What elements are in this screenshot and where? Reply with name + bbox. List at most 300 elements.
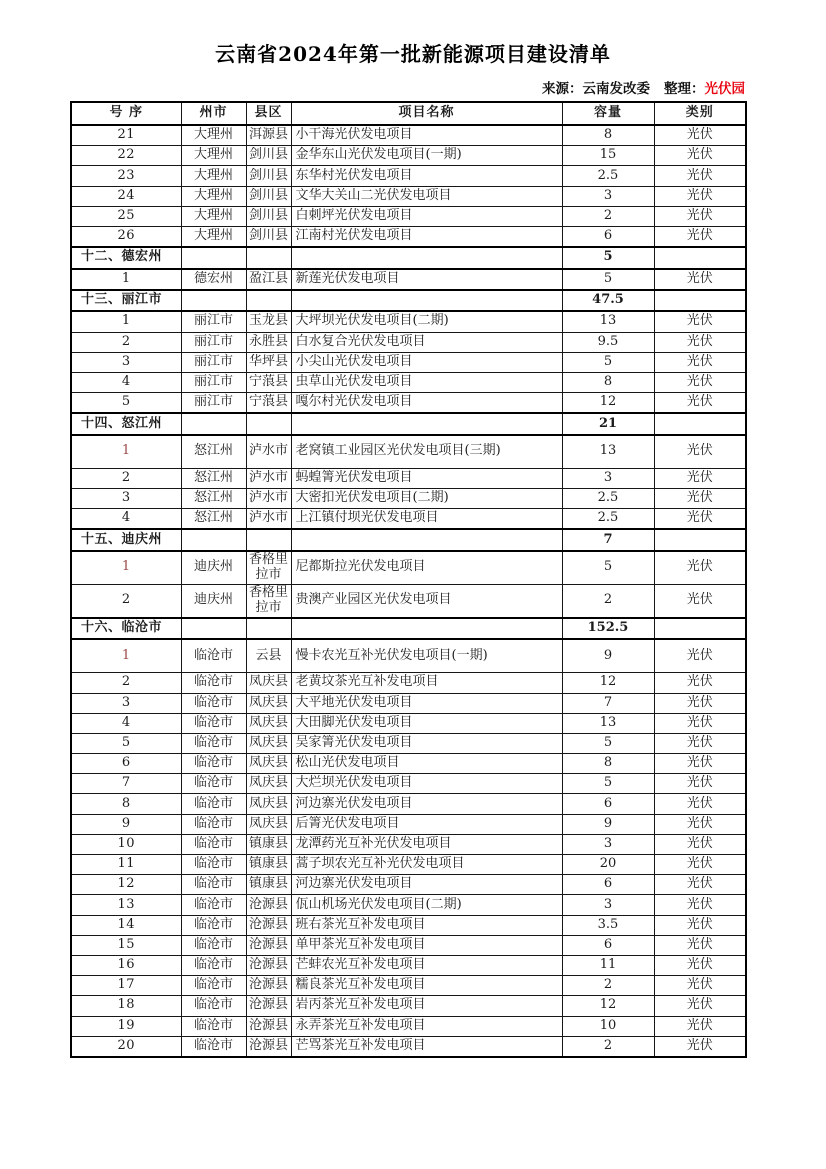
seq-cell: 21 bbox=[71, 125, 181, 146]
project-name-cell: 芒骂茶光互补发电项目 bbox=[291, 1036, 562, 1057]
seq-cell: 2 bbox=[71, 332, 181, 352]
city-cell: 临沧市 bbox=[181, 814, 246, 834]
category-cell: 光伏 bbox=[654, 693, 746, 713]
table-row bbox=[71, 584, 746, 618]
category-cell: 光伏 bbox=[654, 311, 746, 332]
seq-cell: 9 bbox=[71, 814, 181, 834]
section-title-cell: 十二、德宏州 bbox=[71, 247, 181, 269]
seq-cell: 6 bbox=[71, 754, 181, 774]
capacity-cell: 21 bbox=[562, 413, 654, 435]
county-cell: 云县 bbox=[246, 639, 291, 673]
seq-cell: 4 bbox=[71, 509, 181, 530]
seq-cell: 5 bbox=[71, 733, 181, 753]
capacity-cell: 11 bbox=[562, 955, 654, 975]
section-row bbox=[71, 290, 746, 312]
city-cell: 临沧市 bbox=[181, 915, 246, 935]
county-cell: 沧源县 bbox=[246, 1036, 291, 1057]
category-cell: 光伏 bbox=[654, 834, 746, 854]
project-name-cell: 吴家箐光伏发电项目 bbox=[291, 733, 562, 753]
table-row bbox=[71, 488, 746, 508]
category-cell: 光伏 bbox=[654, 673, 746, 693]
project-name-cell: 后箐光伏发电项目 bbox=[291, 814, 562, 834]
capacity-cell: 12 bbox=[562, 673, 654, 693]
section-row bbox=[71, 529, 746, 551]
table-row bbox=[71, 955, 746, 975]
capacity-cell: 13 bbox=[562, 435, 654, 469]
category-cell: 光伏 bbox=[654, 435, 746, 469]
capacity-cell: 2 bbox=[562, 1036, 654, 1057]
seq-cell: 3 bbox=[71, 488, 181, 508]
table-row bbox=[71, 435, 746, 469]
city-cell bbox=[181, 618, 246, 640]
city-cell: 大理州 bbox=[181, 166, 246, 186]
city-cell: 临沧市 bbox=[181, 673, 246, 693]
capacity-cell: 5 bbox=[562, 269, 654, 290]
capacity-cell: 2.5 bbox=[562, 488, 654, 508]
city-cell: 临沧市 bbox=[181, 834, 246, 854]
seq-cell: 13 bbox=[71, 895, 181, 915]
seq-cell: 14 bbox=[71, 915, 181, 935]
table-row bbox=[71, 146, 746, 166]
project-name-cell: 河边寨光伏发电项目 bbox=[291, 794, 562, 814]
project-name-cell: 岩丙茶光互补发电项目 bbox=[291, 996, 562, 1016]
capacity-cell: 5 bbox=[562, 733, 654, 753]
capacity-cell: 9 bbox=[562, 639, 654, 673]
capacity-cell: 3 bbox=[562, 468, 654, 488]
seq-cell: 19 bbox=[71, 1016, 181, 1036]
category-cell: 光伏 bbox=[654, 713, 746, 733]
seq-cell: 4 bbox=[71, 713, 181, 733]
county-cell bbox=[246, 618, 291, 640]
county-cell: 洱源县 bbox=[246, 125, 291, 146]
category-cell bbox=[654, 529, 746, 551]
category-cell: 光伏 bbox=[654, 206, 746, 226]
capacity-cell: 6 bbox=[562, 875, 654, 895]
category-cell: 光伏 bbox=[654, 733, 746, 753]
city-cell bbox=[181, 290, 246, 312]
capacity-cell: 5 bbox=[562, 352, 654, 372]
seq-cell: 25 bbox=[71, 206, 181, 226]
project-name-cell: 永弄茶光互补发电项目 bbox=[291, 1016, 562, 1036]
page-title: 云南省2024年第一批新能源项目建设清单 bbox=[215, 42, 611, 66]
table-row bbox=[71, 754, 746, 774]
table-row bbox=[71, 332, 746, 352]
table-row bbox=[71, 468, 746, 488]
city-cell: 临沧市 bbox=[181, 754, 246, 774]
capacity-cell: 2.5 bbox=[562, 509, 654, 530]
capacity-cell: 13 bbox=[562, 311, 654, 332]
county-cell: 香格里拉市 bbox=[246, 584, 291, 618]
county-cell: 凤庆县 bbox=[246, 774, 291, 794]
table-row bbox=[71, 834, 746, 854]
seq-cell: 1 bbox=[71, 639, 181, 673]
category-cell: 光伏 bbox=[654, 996, 746, 1016]
county-cell: 凤庆县 bbox=[246, 814, 291, 834]
project-name-cell: 虫草山光伏发电项目 bbox=[291, 372, 562, 392]
project-name-cell: 大田脚光伏发电项目 bbox=[291, 713, 562, 733]
capacity-cell: 9 bbox=[562, 814, 654, 834]
table-row bbox=[71, 206, 746, 226]
capacity-cell: 2 bbox=[562, 584, 654, 618]
city-cell: 临沧市 bbox=[181, 794, 246, 814]
curator-name: 光伏园 bbox=[704, 81, 745, 97]
capacity-cell: 47.5 bbox=[562, 290, 654, 312]
capacity-cell: 5 bbox=[562, 551, 654, 585]
city-cell: 临沧市 bbox=[181, 996, 246, 1016]
category-cell: 光伏 bbox=[654, 584, 746, 618]
city-cell: 怒江州 bbox=[181, 468, 246, 488]
city-cell: 临沧市 bbox=[181, 774, 246, 794]
capacity-cell: 2.5 bbox=[562, 166, 654, 186]
header-seq: 号 序 bbox=[71, 102, 181, 125]
seq-cell: 22 bbox=[71, 146, 181, 166]
county-cell: 沧源县 bbox=[246, 996, 291, 1016]
category-cell: 光伏 bbox=[654, 146, 746, 166]
project-name-cell: 江南村光伏发电项目 bbox=[291, 226, 562, 247]
table-row bbox=[71, 855, 746, 875]
project-name-cell: 河边寨光伏发电项目 bbox=[291, 875, 562, 895]
county-cell bbox=[246, 247, 291, 269]
capacity-cell: 6 bbox=[562, 935, 654, 955]
city-cell: 丽江市 bbox=[181, 311, 246, 332]
source-line bbox=[70, 77, 745, 97]
capacity-cell: 8 bbox=[562, 372, 654, 392]
seq-cell: 3 bbox=[71, 693, 181, 713]
table-row bbox=[71, 125, 746, 146]
county-cell bbox=[246, 413, 291, 435]
county-cell: 凤庆县 bbox=[246, 673, 291, 693]
seq-cell: 1 bbox=[71, 311, 181, 332]
capacity-cell: 8 bbox=[562, 754, 654, 774]
capacity-cell: 12 bbox=[562, 393, 654, 414]
table-row bbox=[71, 352, 746, 372]
county-cell: 凤庆县 bbox=[246, 693, 291, 713]
table-row bbox=[71, 814, 746, 834]
category-cell: 光伏 bbox=[654, 332, 746, 352]
city-cell: 怒江州 bbox=[181, 509, 246, 530]
seq-cell: 10 bbox=[71, 834, 181, 854]
county-cell bbox=[246, 529, 291, 551]
table-row bbox=[71, 372, 746, 392]
curator-label: 整理： bbox=[664, 81, 705, 97]
capacity-cell: 2 bbox=[562, 976, 654, 996]
city-cell: 迪庆州 bbox=[181, 584, 246, 618]
table-row bbox=[71, 935, 746, 955]
project-name-cell: 蒿子坝农光互补光伏发电项目 bbox=[291, 855, 562, 875]
category-cell: 光伏 bbox=[654, 1016, 746, 1036]
table-row bbox=[71, 794, 746, 814]
project-name-cell: 班右茶光互补发电项目 bbox=[291, 915, 562, 935]
county-cell: 沧源县 bbox=[246, 976, 291, 996]
category-cell: 光伏 bbox=[654, 875, 746, 895]
header-project-name: 项目名称 bbox=[291, 102, 562, 125]
project-name-cell bbox=[291, 247, 562, 269]
county-cell: 镇康县 bbox=[246, 855, 291, 875]
table-row bbox=[71, 673, 746, 693]
capacity-cell: 5 bbox=[562, 774, 654, 794]
city-cell: 丽江市 bbox=[181, 352, 246, 372]
table-row bbox=[71, 639, 746, 673]
seq-cell: 1 bbox=[71, 551, 181, 585]
project-name-cell: 大烂坝光伏发电项目 bbox=[291, 774, 562, 794]
capacity-cell: 8 bbox=[562, 125, 654, 146]
header-city: 州市 bbox=[181, 102, 246, 125]
seq-cell: 4 bbox=[71, 372, 181, 392]
projects-table bbox=[70, 101, 747, 1058]
capacity-cell: 3 bbox=[562, 834, 654, 854]
project-name-cell: 龙潭药光互补光伏发电项目 bbox=[291, 834, 562, 854]
city-cell: 临沧市 bbox=[181, 693, 246, 713]
table-row bbox=[71, 733, 746, 753]
category-cell: 光伏 bbox=[654, 814, 746, 834]
source-label: 来源：云南发改委 bbox=[542, 81, 650, 97]
project-name-cell: 白刺坪光伏发电项目 bbox=[291, 206, 562, 226]
category-cell: 光伏 bbox=[654, 895, 746, 915]
seq-cell: 8 bbox=[71, 794, 181, 814]
category-cell: 光伏 bbox=[654, 269, 746, 290]
category-cell bbox=[654, 290, 746, 312]
county-cell: 沧源县 bbox=[246, 1016, 291, 1036]
seq-cell: 26 bbox=[71, 226, 181, 247]
table-row bbox=[71, 1016, 746, 1036]
seq-cell: 2 bbox=[71, 673, 181, 693]
project-name-cell: 蚂蝗箐光伏发电项目 bbox=[291, 468, 562, 488]
table-row bbox=[71, 774, 746, 794]
category-cell: 光伏 bbox=[654, 794, 746, 814]
city-cell: 大理州 bbox=[181, 206, 246, 226]
county-cell: 泸水市 bbox=[246, 509, 291, 530]
county-cell: 凤庆县 bbox=[246, 713, 291, 733]
capacity-cell: 6 bbox=[562, 226, 654, 247]
category-cell: 光伏 bbox=[654, 226, 746, 247]
category-cell: 光伏 bbox=[654, 125, 746, 146]
project-name-cell: 大坪坝光伏发电项目(二期) bbox=[291, 311, 562, 332]
county-cell: 镇康县 bbox=[246, 875, 291, 895]
city-cell: 德宏州 bbox=[181, 269, 246, 290]
city-cell: 丽江市 bbox=[181, 372, 246, 392]
county-cell: 沧源县 bbox=[246, 955, 291, 975]
project-name-cell: 糯良茶光互补发电项目 bbox=[291, 976, 562, 996]
county-cell: 宁蒗县 bbox=[246, 372, 291, 392]
project-name-cell: 文华大关山二光伏发电项目 bbox=[291, 186, 562, 206]
project-name-cell: 单甲茶光互补发电项目 bbox=[291, 935, 562, 955]
project-name-cell: 老黄坟茶光互补发电项目 bbox=[291, 673, 562, 693]
city-cell bbox=[181, 247, 246, 269]
capacity-cell: 3.5 bbox=[562, 915, 654, 935]
city-cell: 临沧市 bbox=[181, 713, 246, 733]
project-name-cell bbox=[291, 529, 562, 551]
category-cell: 光伏 bbox=[654, 915, 746, 935]
capacity-cell: 20 bbox=[562, 855, 654, 875]
city-cell: 临沧市 bbox=[181, 733, 246, 753]
capacity-cell: 10 bbox=[562, 1016, 654, 1036]
table-row bbox=[71, 915, 746, 935]
county-cell: 华坪县 bbox=[246, 352, 291, 372]
project-name-cell: 尼都斯拉光伏发电项目 bbox=[291, 551, 562, 585]
header-county: 县区 bbox=[246, 102, 291, 125]
city-cell: 临沧市 bbox=[181, 639, 246, 673]
capacity-cell: 13 bbox=[562, 713, 654, 733]
category-cell: 光伏 bbox=[654, 509, 746, 530]
city-cell: 迪庆州 bbox=[181, 551, 246, 585]
capacity-cell: 7 bbox=[562, 693, 654, 713]
county-cell: 玉龙县 bbox=[246, 311, 291, 332]
category-cell: 光伏 bbox=[654, 468, 746, 488]
project-name-cell: 新莲光伏发电项目 bbox=[291, 269, 562, 290]
county-cell: 泸水市 bbox=[246, 468, 291, 488]
county-cell: 沧源县 bbox=[246, 895, 291, 915]
city-cell: 大理州 bbox=[181, 186, 246, 206]
seq-cell: 24 bbox=[71, 186, 181, 206]
table-row bbox=[71, 186, 746, 206]
project-name-cell: 嘎尔村光伏发电项目 bbox=[291, 393, 562, 414]
capacity-cell: 3 bbox=[562, 186, 654, 206]
county-cell: 盈江县 bbox=[246, 269, 291, 290]
city-cell: 丽江市 bbox=[181, 332, 246, 352]
capacity-cell: 7 bbox=[562, 529, 654, 551]
project-name-cell: 老窝镇工业园区光伏发电项目(三期) bbox=[291, 435, 562, 469]
seq-cell: 2 bbox=[71, 468, 181, 488]
city-cell: 临沧市 bbox=[181, 855, 246, 875]
table-row bbox=[71, 875, 746, 895]
table-body bbox=[71, 125, 746, 1057]
city-cell: 临沧市 bbox=[181, 955, 246, 975]
table-row bbox=[71, 976, 746, 996]
category-cell: 光伏 bbox=[654, 935, 746, 955]
seq-cell: 5 bbox=[71, 393, 181, 414]
table-row bbox=[71, 226, 746, 247]
city-cell: 临沧市 bbox=[181, 1036, 246, 1057]
county-cell: 泸水市 bbox=[246, 435, 291, 469]
seq-cell: 20 bbox=[71, 1036, 181, 1057]
county-cell: 永胜县 bbox=[246, 332, 291, 352]
project-name-cell: 大密扣光伏发电项目(二期) bbox=[291, 488, 562, 508]
category-cell: 光伏 bbox=[654, 352, 746, 372]
project-name-cell: 松山光伏发电项目 bbox=[291, 754, 562, 774]
category-cell: 光伏 bbox=[654, 372, 746, 392]
category-cell: 光伏 bbox=[654, 166, 746, 186]
category-cell: 光伏 bbox=[654, 488, 746, 508]
county-cell: 香格里拉市 bbox=[246, 551, 291, 585]
city-cell: 怒江州 bbox=[181, 488, 246, 508]
city-cell bbox=[181, 529, 246, 551]
project-name-cell: 贵澳产业园区光伏发电项目 bbox=[291, 584, 562, 618]
county-cell: 宁蒗县 bbox=[246, 393, 291, 414]
project-name-cell: 东华村光伏发电项目 bbox=[291, 166, 562, 186]
category-cell bbox=[654, 618, 746, 640]
header-row bbox=[71, 102, 746, 125]
header-capacity: 容量 bbox=[562, 102, 654, 125]
project-name-cell: 小干海光伏发电项目 bbox=[291, 125, 562, 146]
county-cell: 镇康县 bbox=[246, 834, 291, 854]
seq-cell: 1 bbox=[71, 269, 181, 290]
section-row bbox=[71, 247, 746, 269]
category-cell bbox=[654, 247, 746, 269]
county-cell: 凤庆县 bbox=[246, 754, 291, 774]
project-name-cell bbox=[291, 413, 562, 435]
project-name-cell: 小尖山光伏发电项目 bbox=[291, 352, 562, 372]
capacity-cell: 152.5 bbox=[562, 618, 654, 640]
project-name-cell: 金华东山光伏发电项目(一期) bbox=[291, 146, 562, 166]
city-cell: 大理州 bbox=[181, 146, 246, 166]
seq-cell: 7 bbox=[71, 774, 181, 794]
table-row bbox=[71, 166, 746, 186]
category-cell: 光伏 bbox=[654, 855, 746, 875]
table-row bbox=[71, 1036, 746, 1057]
table-row bbox=[71, 551, 746, 585]
city-cell: 临沧市 bbox=[181, 976, 246, 996]
project-name-cell: 佤山机场光伏发电项目(二期) bbox=[291, 895, 562, 915]
table-row bbox=[71, 393, 746, 414]
table-row bbox=[71, 693, 746, 713]
project-name-cell bbox=[291, 618, 562, 640]
capacity-cell: 5 bbox=[562, 247, 654, 269]
city-cell: 临沧市 bbox=[181, 895, 246, 915]
city-cell: 临沧市 bbox=[181, 875, 246, 895]
category-cell: 光伏 bbox=[654, 393, 746, 414]
capacity-cell: 15 bbox=[562, 146, 654, 166]
section-title-cell: 十三、丽江市 bbox=[71, 290, 181, 312]
seq-cell: 2 bbox=[71, 584, 181, 618]
category-cell: 光伏 bbox=[654, 639, 746, 673]
project-name-cell: 大平地光伏发电项目 bbox=[291, 693, 562, 713]
category-cell: 光伏 bbox=[654, 774, 746, 794]
category-cell: 光伏 bbox=[654, 186, 746, 206]
county-cell: 泸水市 bbox=[246, 488, 291, 508]
table-row bbox=[71, 895, 746, 915]
section-title-cell: 十四、怒江州 bbox=[71, 413, 181, 435]
county-cell: 剑川县 bbox=[246, 226, 291, 247]
project-name-cell: 白水复合光伏发电项目 bbox=[291, 332, 562, 352]
section-title-cell: 十五、迪庆州 bbox=[71, 529, 181, 551]
table-row bbox=[71, 996, 746, 1016]
city-cell: 丽江市 bbox=[181, 393, 246, 414]
county-cell: 剑川县 bbox=[246, 186, 291, 206]
seq-cell: 12 bbox=[71, 875, 181, 895]
section-row bbox=[71, 618, 746, 640]
capacity-cell: 6 bbox=[562, 794, 654, 814]
county-cell: 凤庆县 bbox=[246, 794, 291, 814]
header-category: 类别 bbox=[654, 102, 746, 125]
section-row bbox=[71, 413, 746, 435]
city-cell: 临沧市 bbox=[181, 935, 246, 955]
city-cell bbox=[181, 413, 246, 435]
county-cell: 沧源县 bbox=[246, 915, 291, 935]
category-cell bbox=[654, 413, 746, 435]
project-name-cell: 芒蚌农光互补发电项目 bbox=[291, 955, 562, 975]
seq-cell: 16 bbox=[71, 955, 181, 975]
table-row bbox=[71, 269, 746, 290]
capacity-cell: 2 bbox=[562, 206, 654, 226]
category-cell: 光伏 bbox=[654, 551, 746, 585]
capacity-cell: 9.5 bbox=[562, 332, 654, 352]
project-name-cell: 上江镇付坝光伏发电项目 bbox=[291, 509, 562, 530]
table-row bbox=[71, 311, 746, 332]
project-name-cell: 慢卡农光互补光伏发电项目(一期) bbox=[291, 639, 562, 673]
seq-cell: 17 bbox=[71, 976, 181, 996]
seq-cell: 18 bbox=[71, 996, 181, 1016]
county-cell: 剑川县 bbox=[246, 166, 291, 186]
capacity-cell: 12 bbox=[562, 996, 654, 1016]
category-cell: 光伏 bbox=[654, 1036, 746, 1057]
section-title-cell: 十六、临沧市 bbox=[71, 618, 181, 640]
city-cell: 大理州 bbox=[181, 125, 246, 146]
city-cell: 怒江州 bbox=[181, 435, 246, 469]
seq-cell: 11 bbox=[71, 855, 181, 875]
county-cell: 剑川县 bbox=[246, 146, 291, 166]
city-cell: 临沧市 bbox=[181, 1016, 246, 1036]
seq-cell: 15 bbox=[71, 935, 181, 955]
